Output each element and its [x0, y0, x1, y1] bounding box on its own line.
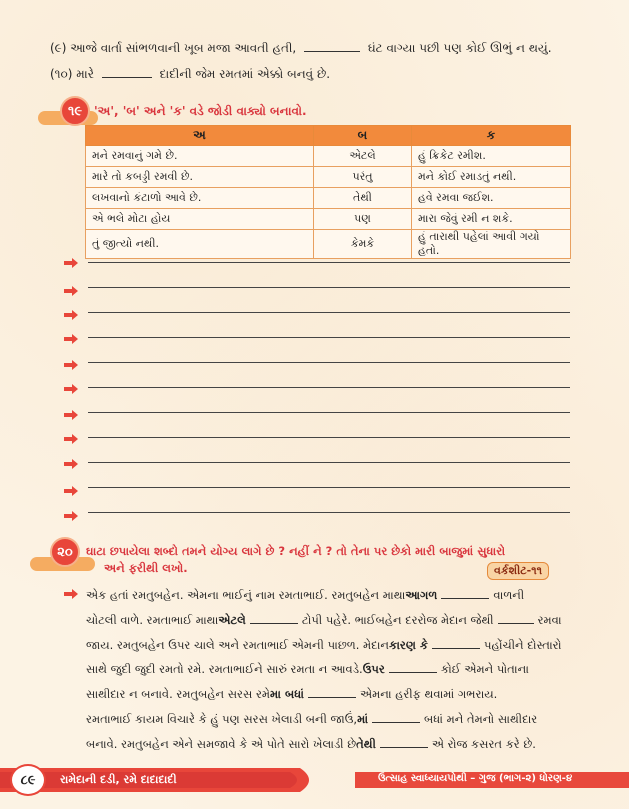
- arrow-right-icon: [64, 486, 78, 496]
- page-number: ૮૯: [10, 764, 46, 796]
- match-table: [85, 125, 571, 259]
- footer-chapter-title: રામેદાની દડી, રમે દાદાદાદી: [60, 773, 177, 786]
- text: એક હતાં રમતુબહેન. એમના ભાઈનું નામ રમતાભાઈ. રમતુબહેન માથા: [86, 588, 406, 602]
- arrow-right-icon: [64, 334, 78, 344]
- correction-blank[interactable]: [308, 696, 356, 698]
- answer-blank[interactable]: [102, 76, 152, 78]
- writing-line[interactable]: [88, 287, 570, 288]
- question-number: (૯): [50, 41, 67, 55]
- column-header-a: અ: [86, 126, 314, 146]
- arrow-right-icon: [64, 360, 78, 370]
- bold-word: કારણ કે: [388, 638, 428, 652]
- paragraph-line: [86, 687, 497, 702]
- text: જાય. રમતુબહેન ઉપર ચાલે અને રમતાભાઈ એમની પાછળ. મેદાન: [86, 638, 389, 652]
- answer-blank[interactable]: [304, 50, 360, 52]
- text: રમતાભાઈ કાયમ વિચારે કે હું પણ સરસ ખેલાડી બની જાઉં,: [86, 712, 358, 726]
- text: ચોટલી વાળે. રમતાભાઈ માથા: [86, 613, 219, 627]
- question-text: દાદીની જેમ રમતમાં એક્કો બનવું છે.: [159, 67, 331, 81]
- text: બનાવે. રમતુબહેન એને સમજાવે કે એ પોતે સારો ખેલાડી છે: [86, 737, 357, 751]
- correction-blank[interactable]: [389, 671, 437, 673]
- correction-blank[interactable]: [250, 622, 298, 624]
- arrow-right-icon: [64, 511, 78, 521]
- arrow-right-icon: [64, 258, 78, 268]
- paragraph-line: [86, 588, 524, 603]
- writing-line[interactable]: [88, 262, 570, 263]
- table-row: મને રમવાનું ગમે છે. એટલે હું ક્રિકેટ રમીશ.: [86, 146, 571, 167]
- text: એમના હરીફ થવામાં ગભરાય.: [359, 687, 498, 701]
- writing-line[interactable]: [88, 312, 570, 313]
- correction-blank[interactable]: [498, 622, 534, 624]
- paragraph-line: [86, 712, 537, 727]
- question-number: (૧૦): [50, 67, 73, 81]
- section-title: 'અ', 'બ' અને 'ક' વડે જોડી વાક્યો બનાવો.: [94, 104, 307, 118]
- arrow-right-icon: [64, 434, 78, 444]
- table-row: મારે તો કબડ્ડી રમવી છે. પરંતુ મને કોઈ રમાડતું નથી.: [86, 167, 571, 188]
- section-title-line-2: અને ફરીથી લખો.: [104, 561, 188, 575]
- worksheet-badge: વર્કશીટ-૧૧: [487, 562, 549, 580]
- text: રમવા: [537, 613, 562, 627]
- bold-word: તેથી: [356, 737, 376, 751]
- correction-blank[interactable]: [372, 721, 420, 723]
- text: પહોંચીને દોસ્તારો: [484, 638, 562, 652]
- bold-word: એટલે: [218, 613, 246, 627]
- paragraph-line: [86, 737, 536, 752]
- arrow-right-icon: [64, 410, 78, 420]
- writing-line[interactable]: [88, 487, 570, 488]
- bold-word: માં: [357, 712, 369, 726]
- text: એ રોજ કસરત કરે છે.: [431, 737, 536, 751]
- column-header-b: બ: [314, 126, 412, 146]
- arrow-right-icon: [64, 310, 78, 320]
- table-row: લખવાનો કંટાળો આવે છે. તેથી હવે રમવા જઈશ.: [86, 188, 571, 209]
- paragraph-line: [86, 662, 529, 677]
- question-text: ઘંટ વાગ્યા પછી પણ કોઈ ઊભું ન થયું.: [367, 41, 552, 55]
- correction-blank[interactable]: [441, 597, 489, 599]
- arrow-right-icon: [64, 459, 78, 469]
- writing-line[interactable]: [88, 362, 570, 363]
- table-row: તું જીત્યો નથી. કેમકે હું તારાથી પહેલાં આવી ગયો હતો.: [86, 230, 571, 259]
- paragraph-line: [86, 638, 562, 653]
- bold-word: ઉપર: [362, 662, 385, 676]
- arrow-right-icon: [64, 286, 78, 296]
- text: સાથીદાર ન બનાવે. રમતુબહેન સરસ રમે: [86, 687, 271, 701]
- writing-line[interactable]: [88, 337, 570, 338]
- text: કોઈ એમને પોતાના: [440, 662, 529, 676]
- bold-word: આગળ: [405, 588, 438, 602]
- arrow-right-icon: [64, 589, 78, 599]
- text: ટોપી પહેરે. ભાઈબહેન દરરોજ મેદાન જેથી: [301, 613, 494, 627]
- text: વાળની: [493, 588, 525, 602]
- writing-line[interactable]: [88, 412, 570, 413]
- correction-blank[interactable]: [432, 647, 480, 649]
- correction-blank[interactable]: [380, 746, 428, 748]
- column-header-k: ક: [412, 126, 571, 146]
- writing-line[interactable]: [88, 512, 570, 513]
- footer-book-title: ઉત્સાહ સ્વાધ્યાયપોથી – ગુજ (ભાગ-૨) ધોરણ-૪: [378, 773, 573, 784]
- paragraph-line: [86, 613, 562, 628]
- writing-line[interactable]: [88, 387, 570, 388]
- writing-line[interactable]: [88, 437, 570, 438]
- section-number-badge: ૧૯: [60, 96, 90, 126]
- arrow-right-icon: [64, 384, 78, 394]
- question-10: [50, 67, 330, 82]
- writing-line[interactable]: [88, 462, 570, 463]
- bold-word: મા બધાં: [270, 687, 304, 701]
- text: બધાં મને તેમનો સાથીદાર: [424, 712, 538, 726]
- section-number-badge: ૨૦: [50, 537, 80, 567]
- question-9: [50, 41, 552, 56]
- text: સાથે જુદી જુદી રમતો રમે. રમતાભાઈને સારું રમતા ન આવડે.: [86, 662, 363, 676]
- section-title-line-1: ઘાટા છપાયેલા શબ્દો તમને યોગ્ય લાગે છે ? નહીં ને ? તો તેના પર છેકો મારી બાજુમાં સુધારો: [86, 544, 506, 558]
- question-text: મારે: [76, 67, 94, 81]
- question-text: આજે વાર્તા સાંભળવાની ખૂબ મજા આવતી હતી,: [70, 41, 297, 55]
- table-row: એ ભલે મોટા હોય પણ મારા જેવું રમી ન શકે.: [86, 209, 571, 230]
